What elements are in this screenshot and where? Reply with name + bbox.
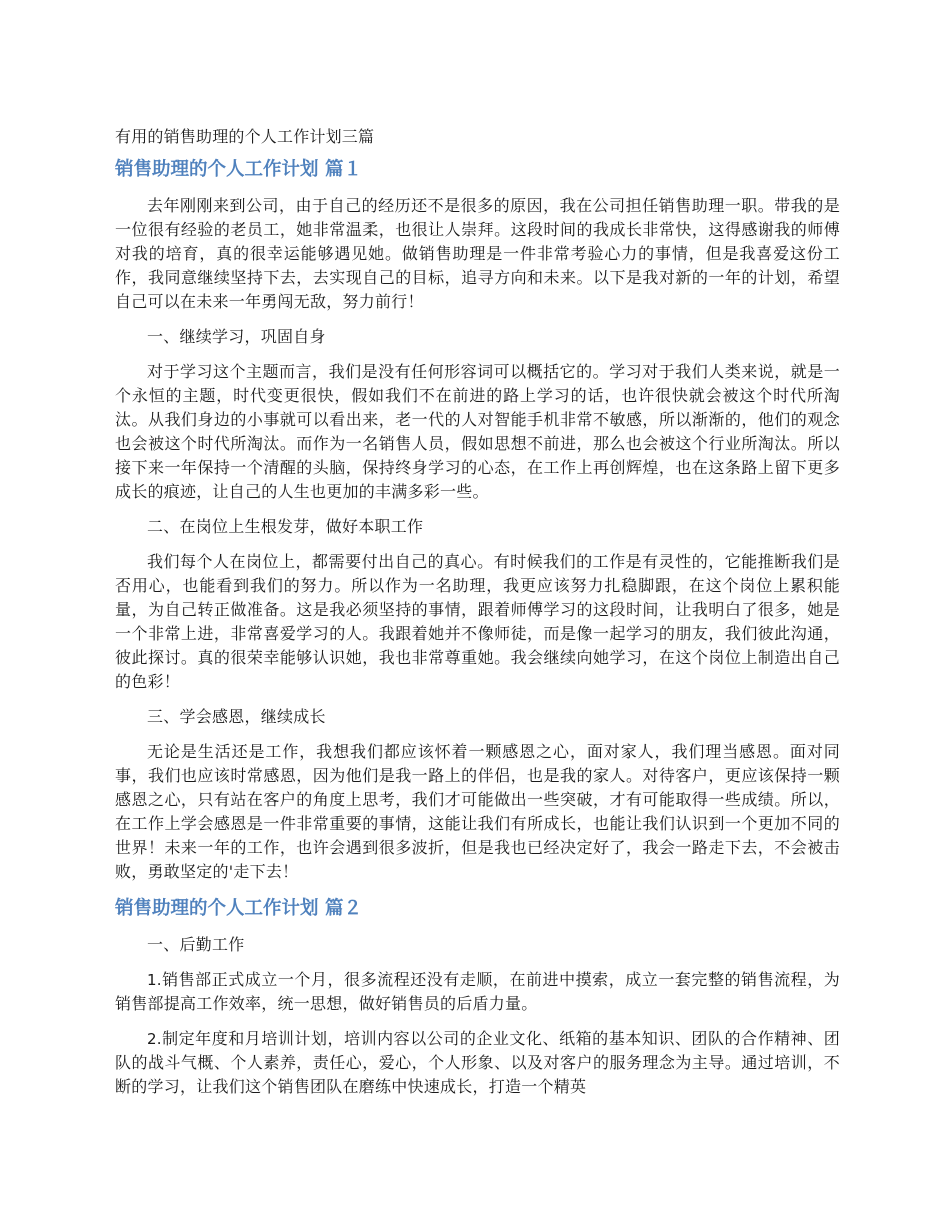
numbered-paragraph — [115, 1027, 840, 1099]
document-title: 有用的销售助理的个人工作计划三篇 — [115, 127, 375, 146]
section-heading: 销售助理的个人工作计划 篇１ — [115, 159, 362, 180]
subheading: 二、在岗位上生根发芽，做好本职工作 — [147, 517, 424, 536]
item-number: 2. — [147, 1030, 162, 1048]
item-number: 1. — [147, 971, 162, 989]
section-1 — [115, 156, 840, 884]
document-page — [115, 124, 840, 1110]
body-paragraph: 对于学习这个主题而言，我们是没有任何形容词可以概括它的。学习对于我们人类来说，就是一个永恒的主题，时代变更很快，假如我们不在前进的路上学习的话，也许很快就会被这个时代所淘汰。从我们身边的小事就可以看出来，老一代的人对智能手机非常不敏感，所以渐渐的，他们的观念也会被这个时代所淘汰。而作为一名销售人员，假如思想不前进，那么也会被这个行业所淘汰。所以接下来一年保持一个清醒的头脑，保持终身学习的心态，在工作上再创辉煌，也在这条路上留下更多成长的痕迹，让自己的人生也更加的丰满多彩一些。 — [115, 362, 840, 501]
section-heading: 销售助理的个人工作计划 篇２ — [115, 898, 362, 919]
item-text: 销售部正式成立一个月，很多流程还没有走顺，在前进中摸索，成立一套完整的销售流程，为销售部提高工作效率，统一思想，做好销售员的后盾力量。 — [115, 970, 840, 1013]
subheading: 一、后勤工作 — [147, 935, 245, 954]
section-intro-paragraph: 去年刚刚来到公司，由于自己的经历还不是很多的原因，我在公司担任销售助理一职。带我的是一位很有经验的老员工，她非常温柔，也很让人崇拜。这段时间的我成长非常快，这得感谢我的师傅对我的培育，真的很幸运能够遇见她。做销售助理是一件非常考验心力的事情，但是我喜爱这份工作，我同意继续坚持下去，去实现自己的目标，追寻方向和未来。以下是我对新的一年的计划，希望自己可以在未来一年勇闯无敌，努力前行！ — [115, 196, 840, 311]
body-paragraph: 我们每个人在岗位上，都需要付出自己的真心。有时候我们的工作是有灵性的，它能推断我们是否用心，也能看到我们的努力。所以作为一名助理，我更应该努力扎稳脚跟，在这个岗位上累积能量，为自己转正做准备。这是我必须坚持的事情，跟着师傅学习的这段时间，让我明白了很多，她是一个非常上进，非常喜爱学习的人。我跟着她并不像师徒，而是像一起学习的朋友，我们彼此沟通，彼此探讨。真的很荣幸能够认识她，我也非常尊重她。我会继续向她学习，在这个岗位上制造出自己的色彩！ — [115, 552, 840, 691]
numbered-paragraph — [115, 968, 840, 1016]
subheading: 一、继续学习，巩固自身 — [147, 327, 326, 346]
item-text: 制定年度和月培训计划，培训内容以公司的企业文化、纸箱的基本知识、团队的合作精神、团队的战斗气概、个人素养，责任心，爱心，个人形象、以及对客户的服务理念为主导。通过培训，不断的学习，让我们这个销售团队在磨练中快速成长，打造一个精英 — [115, 1029, 840, 1096]
subheading: 三、学会感恩，继续成长 — [147, 707, 326, 726]
section-2 — [115, 895, 840, 1099]
body-paragraph: 无论是生活还是工作，我想我们都应该怀着一颗感恩之心，面对家人，我们理当感恩。面对同事，我们也应该时常感恩，因为他们是我一路上的伴侣，也是我的家人。对待客户，更应该保持一颗感恩之心，只有站在客户的角度上思考，我们才可能做出一些突破，才有可能取得一些成绩。所以，在工作上学会感恩是一件非常重要的事情，这能让我们有所成长，也能让我们认识到一个更加不同的世界！未来一年的工作，也许会遇到很多波折，但是我也已经决定好了，我会一路走下去，不会被击败，勇敢坚定的'走下去！ — [115, 742, 840, 881]
